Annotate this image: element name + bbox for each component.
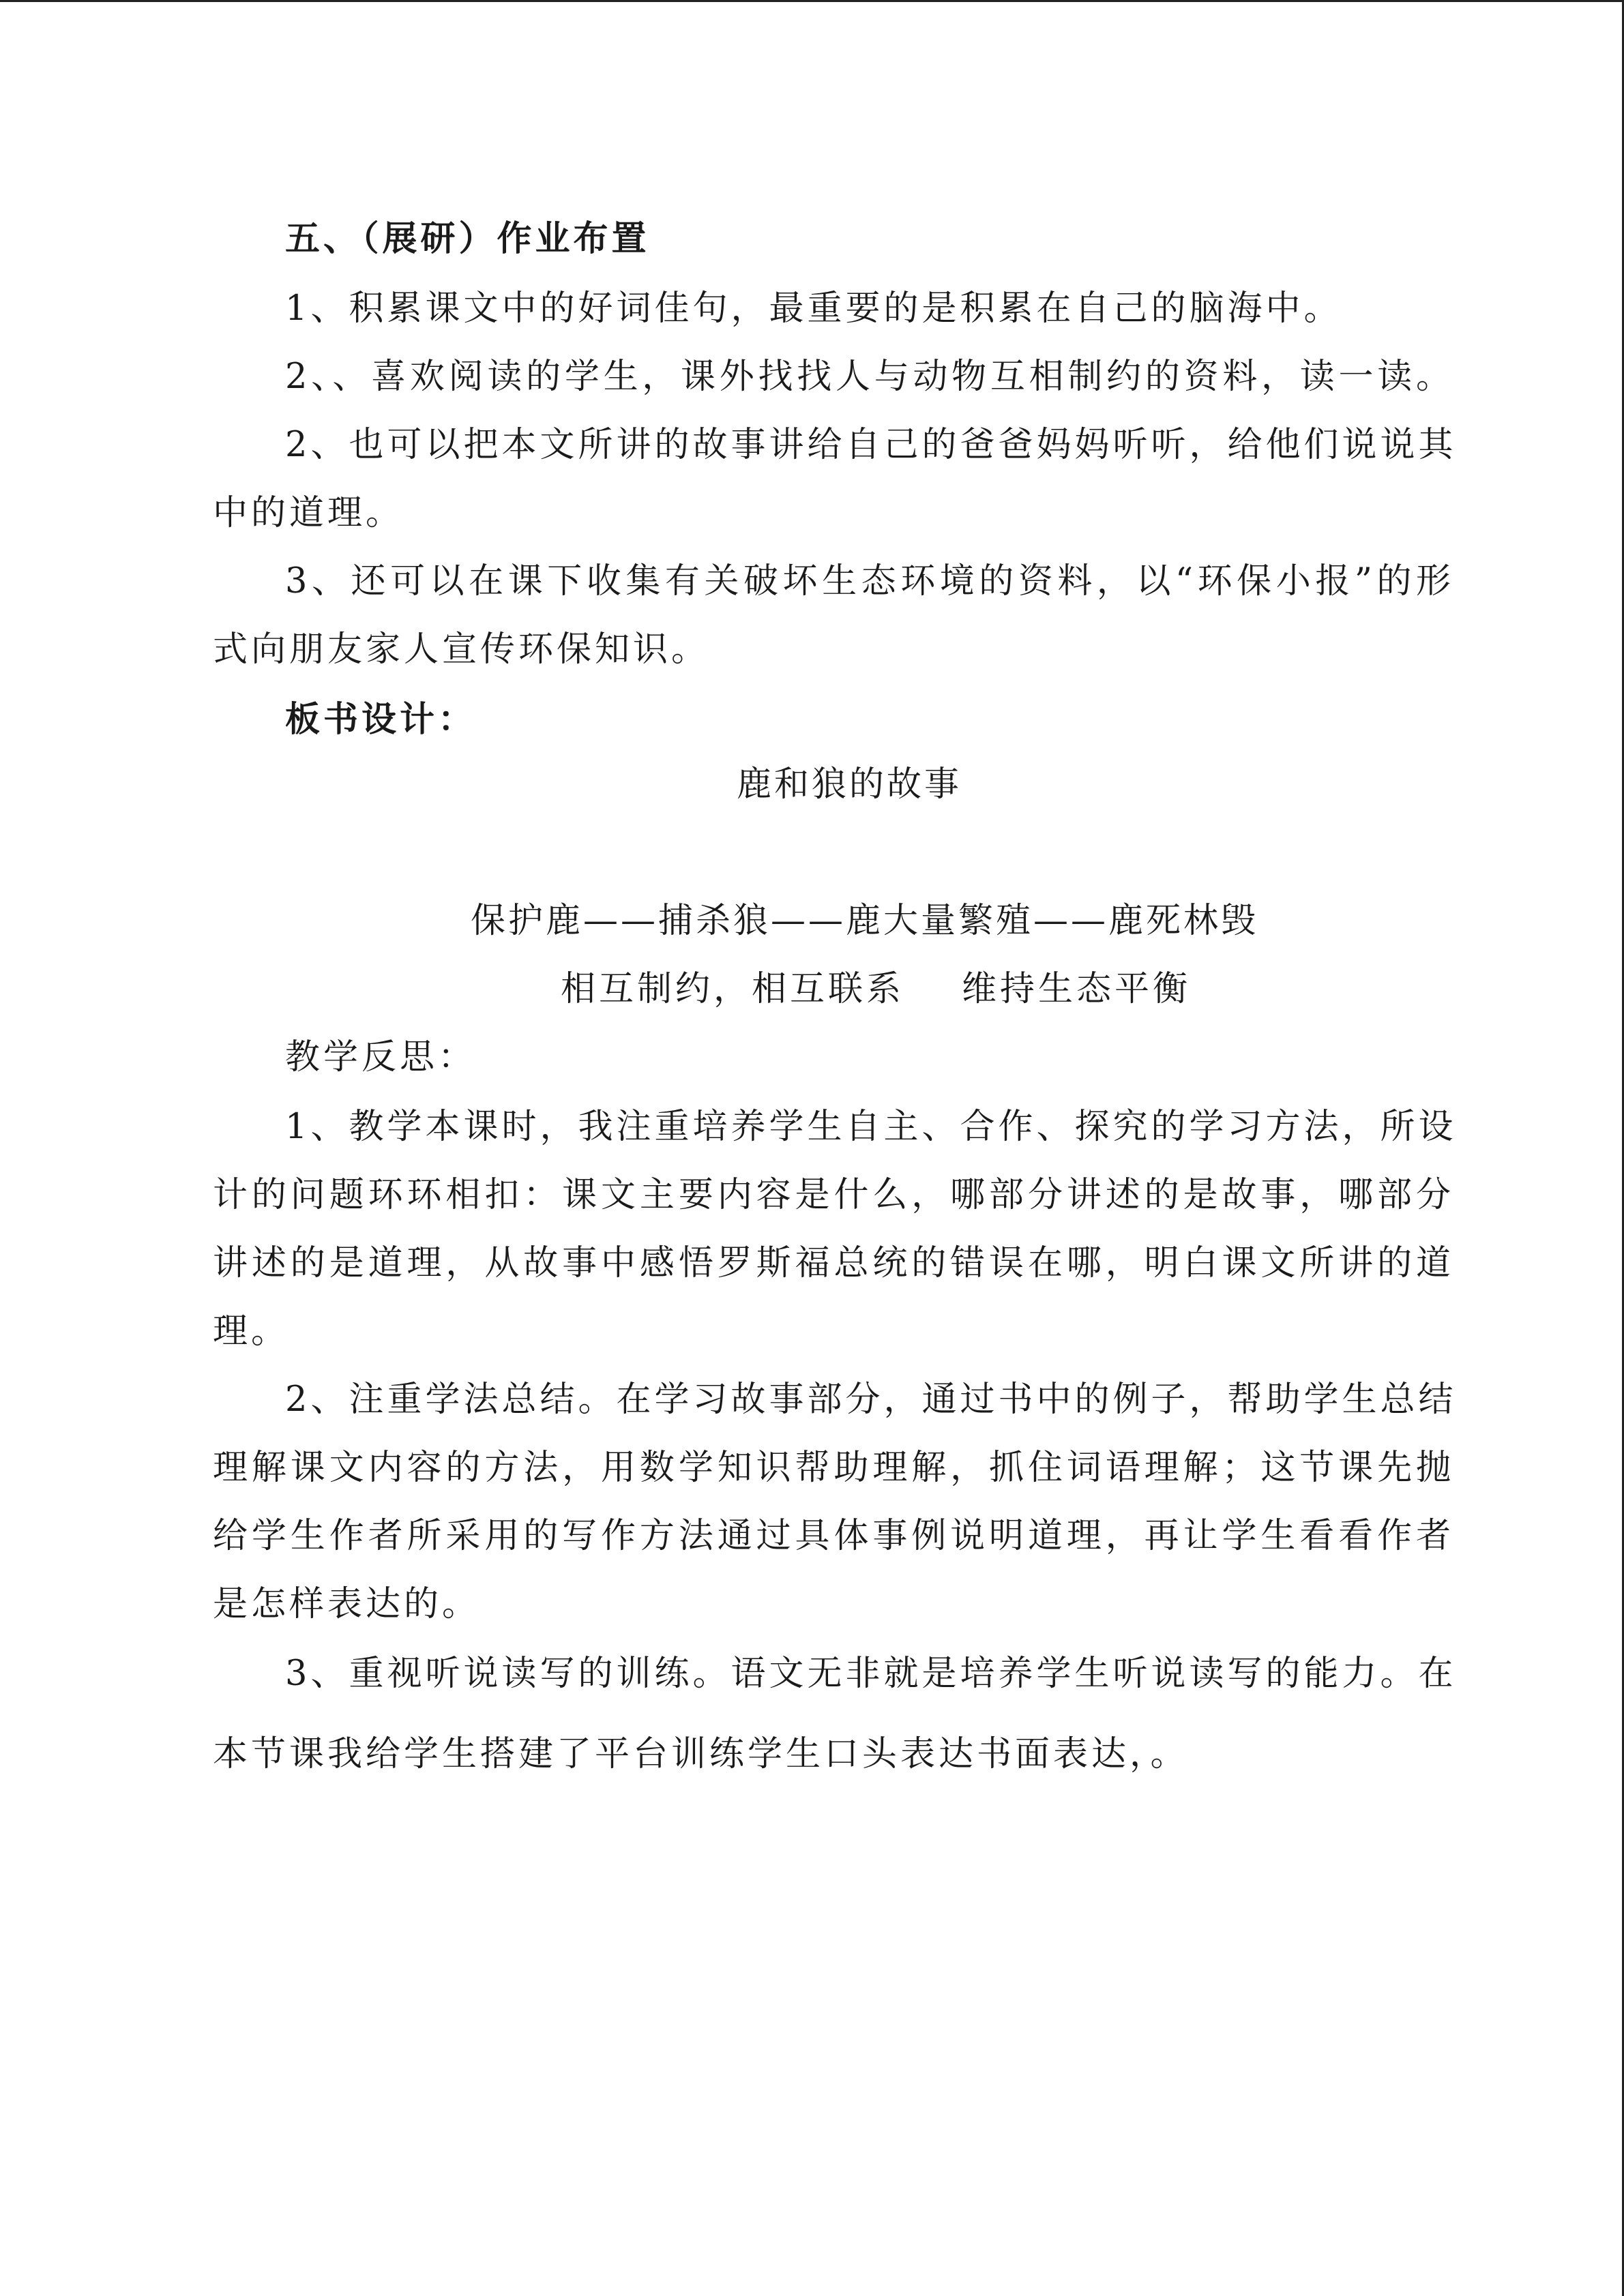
homework-item-4-line-2: 式向朋友家人宣传环保知识。 bbox=[213, 629, 710, 670]
homework-item-3-line-1: 2、也可以把本文所讲的故事讲给自己的爸爸妈妈听听，给他们说说其 bbox=[285, 425, 1457, 465]
reflection-p1-line-1: 1、教学本课时，我注重培养学生自主、合作、探究的学习方法，所设 bbox=[285, 1107, 1457, 1147]
reflection-heading: 教学反思： bbox=[285, 1037, 477, 1077]
reflection-p2-line-2: 理解课文内容的方法，用数学知识帮助理解，抓住词语理解；这节课先抛 bbox=[213, 1448, 1454, 1488]
board-design-heading: 板书设计： bbox=[285, 699, 477, 740]
board-principle-right: 维持生态平衡 bbox=[962, 969, 1192, 1009]
reflection-p2-line-3: 给学生作者所采用的写作方法通过具体事例说明道理，再让学生看看作者 bbox=[213, 1516, 1454, 1556]
board-title: 鹿和狼的故事 bbox=[737, 764, 962, 805]
board-principle-left: 相互制约，相互联系 bbox=[561, 969, 905, 1009]
homework-item-2: 2、、喜欢阅读的学生，课外找找人与动物互相制约的资料，读一读。 bbox=[285, 357, 1454, 397]
reflection-p2-line-4: 是怎样表达的。 bbox=[213, 1584, 481, 1624]
reflection-p3-line-1: 3、重视听说读写的训练。语文无非就是培养学生听说读写的能力。在 bbox=[285, 1654, 1457, 1694]
board-chain: 保护鹿——捕杀狼——鹿大量繁殖——鹿死林毁 bbox=[471, 901, 1259, 941]
reflection-p1-line-3: 讲述的是道理，从故事中感悟罗斯福总统的错误在哪，明白课文所讲的道 bbox=[213, 1243, 1454, 1283]
reflection-p1-line-2: 计的问题环环相扣：课文主要内容是什么，哪部分讲述的是故事，哪部分 bbox=[213, 1175, 1454, 1215]
homework-item-1: 1、积累课文中的好词佳句，最重要的是积累在自己的脑海中。 bbox=[285, 288, 1342, 329]
reflection-p1-line-4: 理。 bbox=[213, 1311, 290, 1352]
reflection-p2-line-1: 2、注重学法总结。在学习故事部分，通过书中的例子，帮助学生总结 bbox=[285, 1380, 1457, 1420]
homework-item-4-line-1: 3、还可以在课下收集有关破坏生态环境的资料，以“环保小报”的形 bbox=[285, 561, 1454, 601]
homework-item-3-line-2: 中的道理。 bbox=[213, 493, 404, 533]
reflection-p3-line-2: 本节课我给学生搭建了平台训练学生口头表达书面表达，。 bbox=[213, 1734, 1189, 1774]
homework-heading: 五、（展研）作业布置 bbox=[285, 218, 650, 259]
